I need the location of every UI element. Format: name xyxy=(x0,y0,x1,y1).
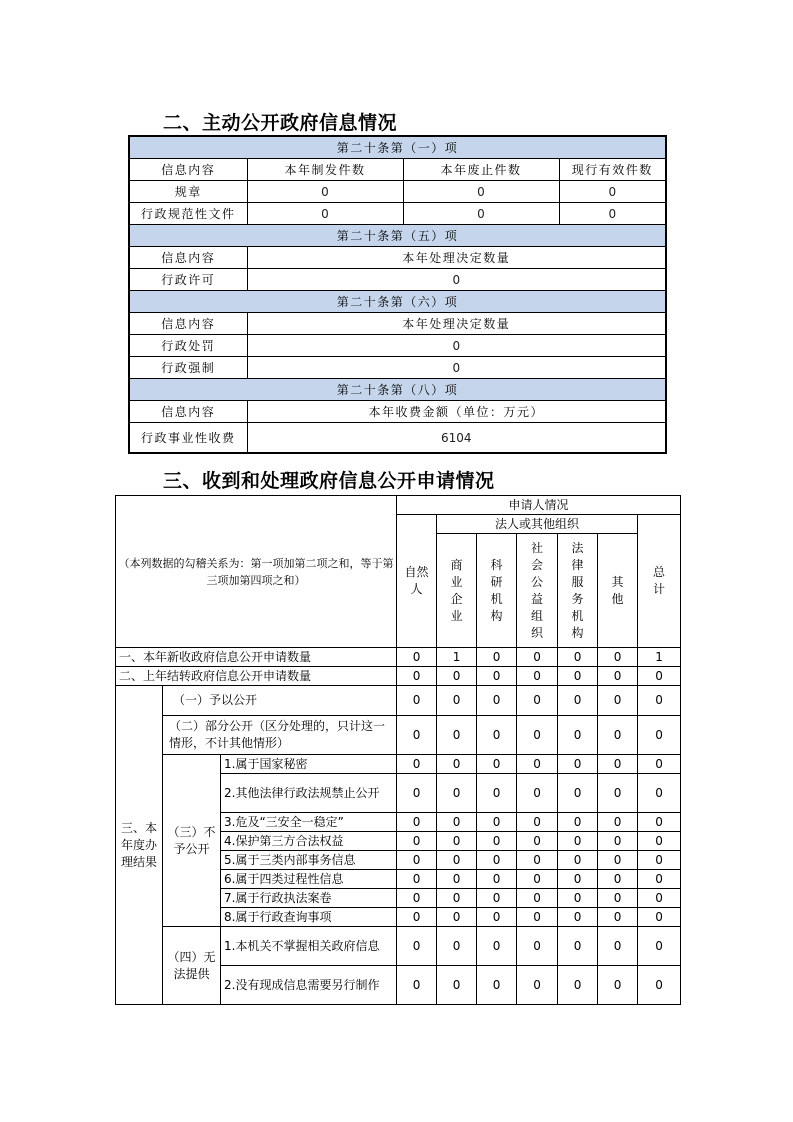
table-row xyxy=(116,927,681,966)
cell-value: 0 xyxy=(598,755,638,774)
cell-value: 0 xyxy=(437,908,477,927)
art5-header: 第二十条第（五）项 xyxy=(129,225,666,247)
cell-value: 0 xyxy=(247,335,666,357)
table-row xyxy=(116,667,681,686)
header-legal-entity: 法人或其他组织 xyxy=(437,515,638,534)
art1-header: 第二十条第（一）项 xyxy=(129,136,666,159)
cell-value: 0 xyxy=(247,181,403,203)
cell-value: 0 xyxy=(559,203,666,225)
header-research: 科研机构 xyxy=(477,534,517,648)
cell-value: 0 xyxy=(638,889,681,908)
cell-value: 0 xyxy=(558,870,598,889)
cell-value: 0 xyxy=(558,755,598,774)
cell-value: 0 xyxy=(477,851,517,870)
cell-value: 1 xyxy=(437,648,477,667)
cell-value: 0 xyxy=(397,716,437,755)
group-unable-to-provide: （四）无法提供 xyxy=(163,927,221,1005)
cell-value: 0 xyxy=(437,832,477,851)
cell-value: 0 xyxy=(397,851,437,870)
art8-header: 第二十条第（八）项 xyxy=(129,379,666,401)
cell-value: 0 xyxy=(397,927,437,966)
cell-value: 0 xyxy=(598,851,638,870)
cell-value: 0 xyxy=(558,667,598,686)
row-label: 规章 xyxy=(129,181,247,203)
cell-value: 0 xyxy=(477,648,517,667)
cell-value: 0 xyxy=(598,927,638,966)
cell-value: 0 xyxy=(517,908,558,927)
cell-value: 0 xyxy=(477,908,517,927)
cell-value: 0 xyxy=(517,832,558,851)
cell-value: 0 xyxy=(598,870,638,889)
table-row xyxy=(116,755,681,774)
row-label: 6.属于四类过程性信息 xyxy=(221,870,397,889)
cell-value: 0 xyxy=(558,927,598,966)
cell-value: 0 xyxy=(437,774,477,813)
cell-value: 0 xyxy=(598,889,638,908)
cell-value: 0 xyxy=(598,813,638,832)
row-label: 7.属于行政执法案卷 xyxy=(221,889,397,908)
cell-value: 0 xyxy=(437,966,477,1005)
row-label: 8.属于行政查询事项 xyxy=(221,908,397,927)
cell-value: 0 xyxy=(477,813,517,832)
cell-value: 0 xyxy=(403,181,559,203)
row-label: 1.本机关不掌握相关政府信息 xyxy=(221,927,397,966)
cell-value: 0 xyxy=(558,813,598,832)
cell-value: 0 xyxy=(517,648,558,667)
cell-value: 0 xyxy=(397,908,437,927)
table-row xyxy=(116,716,681,755)
col-abolished: 本年废止件数 xyxy=(403,159,559,181)
table-row xyxy=(116,648,681,667)
cell-value: 0 xyxy=(638,870,681,889)
col-info-content: 信息内容 xyxy=(129,401,247,423)
cell-value: 0 xyxy=(558,889,598,908)
col-decisions: 本年处理决定数量 xyxy=(247,313,666,335)
row-label: 4.保护第三方合法权益 xyxy=(221,832,397,851)
col-info-content: 信息内容 xyxy=(129,313,247,335)
cell-value: 0 xyxy=(397,832,437,851)
row-label: 行政许可 xyxy=(129,269,247,291)
cell-value: 0 xyxy=(517,851,558,870)
col-issued: 本年制发件数 xyxy=(247,159,403,181)
cell-value: 0 xyxy=(437,813,477,832)
col-fee-amount: 本年收费金额（单位：万元） xyxy=(247,401,666,423)
cell-value: 0 xyxy=(558,851,598,870)
cell-value: 0 xyxy=(638,908,681,927)
art6-header: 第二十条第（六）项 xyxy=(129,291,666,313)
cell-value: 0 xyxy=(247,203,403,225)
cell-value: 0 xyxy=(558,774,598,813)
row-label: 行政事业性收费 xyxy=(129,423,247,454)
cell-value: 0 xyxy=(477,832,517,851)
cell-value: 0 xyxy=(558,648,598,667)
cell-value: 0 xyxy=(477,889,517,908)
cell-value: 0 xyxy=(247,269,666,291)
cell-value: 0 xyxy=(598,716,638,755)
cell-value: 0 xyxy=(477,774,517,813)
cell-value: 0 xyxy=(598,667,638,686)
cell-value: 0 xyxy=(477,927,517,966)
section-2-title: 二、主动公开政府信息情况 xyxy=(163,112,398,134)
cell-value: 0 xyxy=(638,851,681,870)
cell-value: 0 xyxy=(477,716,517,755)
header-social: 社会公益组织 xyxy=(517,534,558,648)
application-handling-table xyxy=(115,495,681,1005)
header-law: 法律服务机构 xyxy=(558,534,598,648)
cell-value: 0 xyxy=(397,755,437,774)
row-label: 5.属于三类内部事务信息 xyxy=(221,851,397,870)
cell-value: 0 xyxy=(598,686,638,716)
cell-value: 0 xyxy=(558,908,598,927)
cell-value: 0 xyxy=(558,716,598,755)
cell-value: 0 xyxy=(638,966,681,1005)
cell-value: 0 xyxy=(517,716,558,755)
header-total: 总计 xyxy=(638,515,681,648)
cell-value: 0 xyxy=(638,755,681,774)
cell-value: 0 xyxy=(638,716,681,755)
header-applicant: 申请人情况 xyxy=(397,496,681,515)
row-label: （二）部分公开（区分处理的，只计这一情形，不计其他情形） xyxy=(163,716,397,755)
cell-value: 0 xyxy=(397,686,437,716)
group-handling-result: 三、本年度办理结果 xyxy=(116,686,163,1005)
cell-value: 0 xyxy=(638,686,681,716)
cell-value: 0 xyxy=(397,813,437,832)
row-label: 1.属于国家秘密 xyxy=(221,755,397,774)
section-3-title: 三、收到和处理政府信息公开申请情况 xyxy=(163,470,495,492)
row-label: 一、本年新收政府信息公开申请数量 xyxy=(116,648,397,667)
cell-value: 0 xyxy=(598,832,638,851)
row-label: 2.其他法律行政法规禁止公开 xyxy=(221,774,397,813)
row-label: 行政强制 xyxy=(129,357,247,379)
row-label: 3.危及“三安全一稳定” xyxy=(221,813,397,832)
cell-value: 0 xyxy=(397,889,437,908)
cell-value: 0 xyxy=(477,870,517,889)
cell-value: 0 xyxy=(558,832,598,851)
cell-value: 0 xyxy=(437,716,477,755)
cell-value: 0 xyxy=(517,774,558,813)
header-natural-person: 自然人 xyxy=(397,515,437,648)
cell-value: 0 xyxy=(598,966,638,1005)
cell-value: 0 xyxy=(437,686,477,716)
row-label: （一）予以公开 xyxy=(163,686,397,716)
cell-value: 0 xyxy=(247,357,666,379)
cell-value: 0 xyxy=(397,774,437,813)
cell-value: 0 xyxy=(397,667,437,686)
header-other: 其他 xyxy=(598,534,638,648)
cell-value: 0 xyxy=(517,927,558,966)
row-label: 二、上年结转政府信息公开申请数量 xyxy=(116,667,397,686)
cell-value: 0 xyxy=(437,851,477,870)
cell-value: 0 xyxy=(477,686,517,716)
cell-value: 0 xyxy=(517,889,558,908)
col-effective: 现行有效件数 xyxy=(559,159,666,181)
cell-value: 0 xyxy=(437,889,477,908)
cell-value: 0 xyxy=(517,755,558,774)
header-business: 商业企业 xyxy=(437,534,477,648)
cell-value: 0 xyxy=(638,832,681,851)
cell-value: 6104 xyxy=(247,423,666,454)
col-decisions: 本年处理决定数量 xyxy=(247,247,666,269)
cell-value: 0 xyxy=(598,908,638,927)
cell-value: 0 xyxy=(517,667,558,686)
col-info-content: 信息内容 xyxy=(129,159,247,181)
header-note: （本列数据的勾稽关系为：第一项加第二项之和，等于第三项加第四项之和） xyxy=(116,496,397,648)
cell-value: 0 xyxy=(517,966,558,1005)
cell-value: 0 xyxy=(638,667,681,686)
cell-value: 0 xyxy=(638,813,681,832)
col-info-content: 信息内容 xyxy=(129,247,247,269)
cell-value: 0 xyxy=(638,774,681,813)
row-label: 行政规范性文件 xyxy=(129,203,247,225)
row-label: 2.没有现成信息需要另行制作 xyxy=(221,966,397,1005)
cell-value: 0 xyxy=(397,966,437,1005)
cell-value: 0 xyxy=(437,755,477,774)
cell-value: 0 xyxy=(517,686,558,716)
row-label: 行政处罚 xyxy=(129,335,247,357)
cell-value: 0 xyxy=(477,667,517,686)
cell-value: 0 xyxy=(477,755,517,774)
cell-value: 0 xyxy=(437,927,477,966)
cell-value: 0 xyxy=(437,667,477,686)
cell-value: 0 xyxy=(437,870,477,889)
cell-value: 0 xyxy=(559,181,666,203)
cell-value: 0 xyxy=(598,774,638,813)
cell-value: 0 xyxy=(477,966,517,1005)
group-not-disclosed: （三）不予公开 xyxy=(163,755,221,927)
cell-value: 0 xyxy=(403,203,559,225)
cell-value: 0 xyxy=(397,648,437,667)
cell-value: 0 xyxy=(598,648,638,667)
cell-value: 0 xyxy=(517,870,558,889)
proactive-disclosure-table xyxy=(128,135,667,454)
table-row xyxy=(116,686,681,716)
cell-value: 0 xyxy=(638,927,681,966)
cell-value: 0 xyxy=(558,966,598,1005)
cell-value: 0 xyxy=(558,686,598,716)
cell-value: 0 xyxy=(517,813,558,832)
cell-value: 1 xyxy=(638,648,681,667)
cell-value: 0 xyxy=(397,870,437,889)
